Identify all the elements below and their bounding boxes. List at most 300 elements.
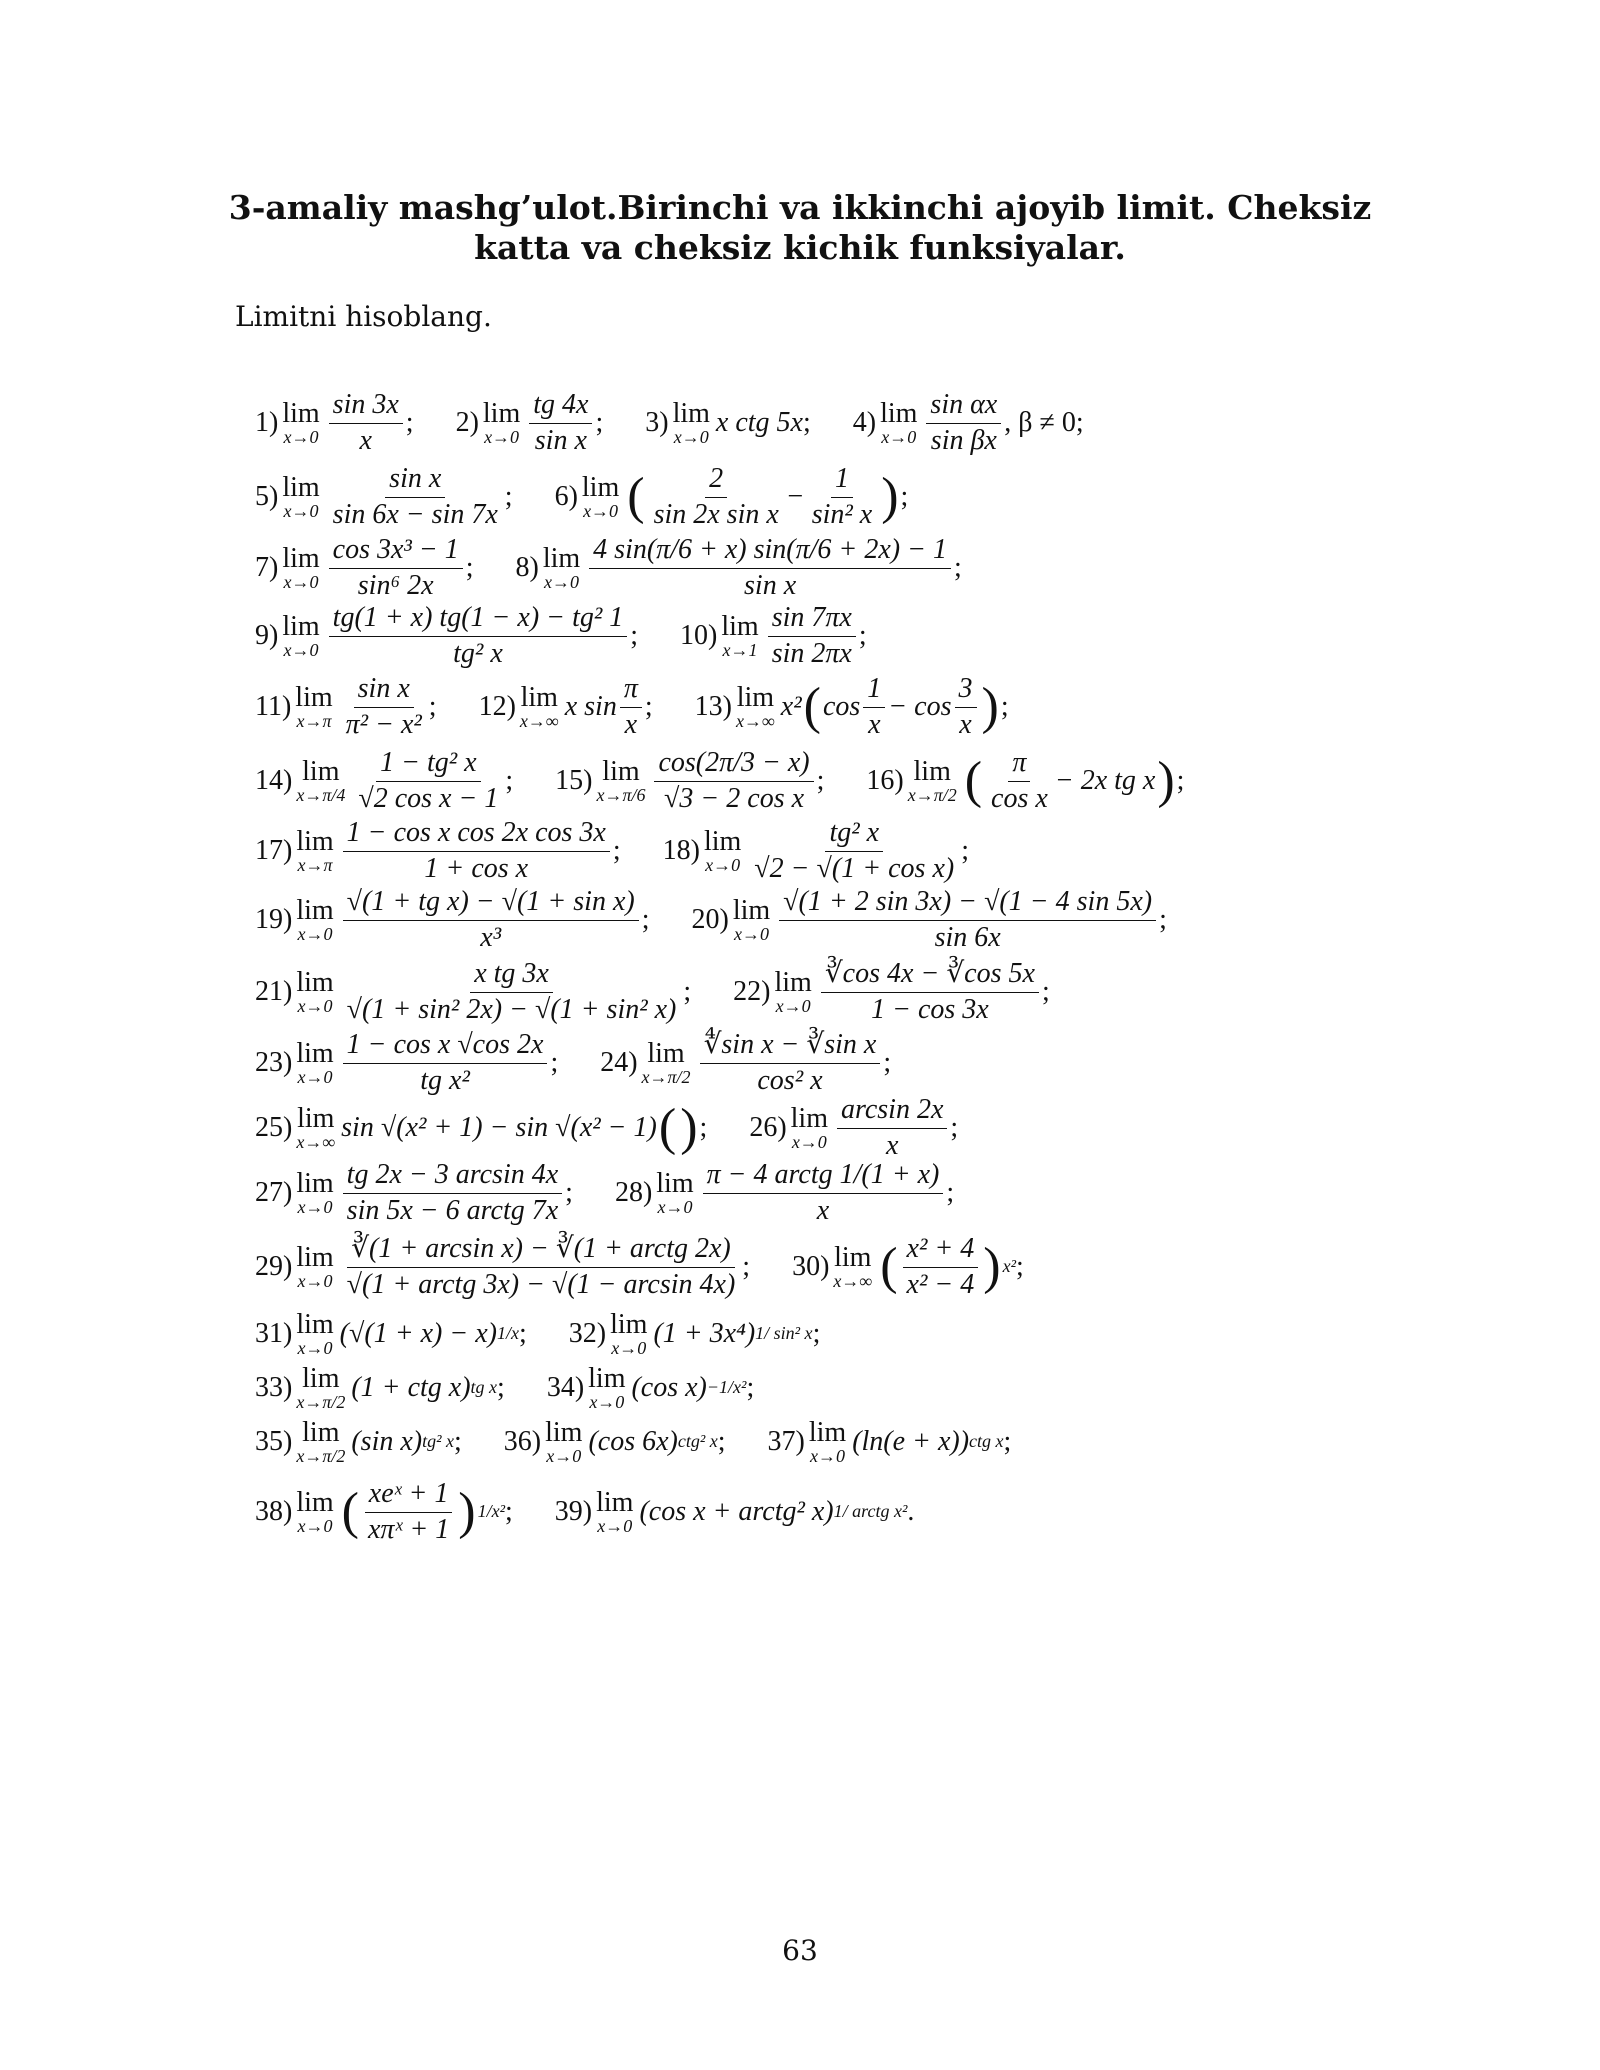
terminator: ; [953,551,962,583]
limit-subscript: x→π/2 [296,1391,346,1412]
problem-item [255,535,474,602]
problem-item [255,1099,708,1156]
numerator: π [1008,748,1030,782]
fraction [329,535,463,602]
problem-row [255,884,1405,956]
problem-item [866,748,1184,815]
limit-subscript: x→π [296,710,332,731]
fraction [589,535,951,602]
problem-item [255,1234,750,1301]
denominator: x [359,424,372,456]
fraction [342,674,426,741]
limit-subscript: x→1 [722,639,758,660]
exponent: 1/x² [477,1501,505,1522]
numerator: tg(1 + x) tg(1 − x) − tg² 1 [329,603,628,637]
numerator: ∛(1 + arcsin x) − ∛(1 + arctg 2x) [347,1234,735,1268]
terminator: ; [742,1250,751,1282]
right-paren: ) [1157,752,1175,809]
limit-subscript: x→0 [283,426,319,447]
problem-number: 3) [645,406,669,438]
problem-row [255,1362,1405,1414]
numerator: ∜sin x − ∛sin x [700,1030,881,1064]
fraction [863,674,885,741]
limit-operator [775,968,812,1017]
problem-item [853,390,1084,457]
limit-operator [282,399,319,448]
limit-subscript: x→0 [597,1515,633,1536]
exponent: tg² x [422,1431,454,1452]
problem-item [255,748,513,815]
limit-operator [791,1104,828,1153]
problem-number: 36) [503,1425,542,1457]
problem-item [691,887,1166,954]
limit-operator [880,399,917,448]
limit-subscript: x→0 [733,923,769,944]
right-paren: ) [680,1099,698,1156]
terminator: ; [595,406,604,438]
denominator: x³ [480,921,502,953]
problem-number: 10) [680,619,718,651]
numerator: xeˣ + 1 [365,1479,453,1513]
terminator: ; [1159,903,1167,935]
denominator: √(1 + arctg 3x) − √(1 − arcsin 4x) [346,1268,736,1300]
right-paren: ) [983,1238,1001,1295]
instruction: Limitni hisoblang. [235,300,492,333]
problem-item [255,1310,527,1359]
problem-row [255,1414,1405,1470]
terminator: ; [405,406,414,438]
problem-row [255,1306,1405,1362]
limit-operator [296,1169,333,1218]
limit-word: lim [297,1102,335,1134]
numerator: 2 [705,464,727,498]
problem-number: 12) [478,690,516,722]
problem-item [255,603,638,670]
terminator: ; [1041,975,1050,1007]
problem-number: 5) [255,480,279,512]
problem-item [255,1418,462,1467]
problem-number: 24) [600,1046,638,1078]
fraction [700,1030,881,1097]
limit-operator [545,1418,582,1467]
problem-row [255,534,1405,602]
fraction [329,464,502,531]
problem-item [733,959,1050,1026]
problem-row [255,1158,1405,1228]
limit-subscript: x→π/2 [641,1066,691,1087]
limit-word: lim [732,894,771,926]
problem-number: 2) [455,406,479,438]
fraction [837,1095,947,1162]
expression-prefix: cos [822,690,861,722]
limit-word: lim [880,397,918,429]
exponent: −1/x² [706,1377,747,1398]
right-paren: ) [981,678,999,735]
fraction [343,1030,548,1097]
terminator: ; [612,834,621,866]
limit-operator [295,683,332,732]
limit-operator [582,473,619,522]
limit-word: lim [302,1416,340,1448]
problem-row [255,602,1405,670]
fraction [329,603,628,670]
terminator: ; [1015,1250,1024,1282]
page-title: 3-amaliy mashg’ulot.Birinchi va ikkinchi ajoyib limit. Cheksiz katta va cheksiz kichik funksiyalar. [228,188,1372,267]
denominator: sin x [534,424,587,456]
limit-subscript: x→0 [705,854,741,875]
limit-word: lim [296,825,334,857]
terminator: ; [497,1371,505,1403]
problem-number: 29) [255,1250,293,1282]
fraction [768,603,856,670]
fraction [343,959,681,1026]
limit-subscript: x→0 [484,426,520,447]
expression: x ctg 5x [715,406,803,438]
problem-number: 31) [255,1317,293,1349]
expression-middle: − [785,480,805,512]
numerator: sin 7πx [768,603,856,637]
limit-subscript: x→0 [881,426,917,447]
problem-number: 9) [255,619,279,651]
problem-item [600,1030,891,1097]
fraction [779,887,1156,954]
left-paren: ( [880,1238,898,1295]
limit-word: lim [296,1308,334,1340]
limit-word: lim [588,1362,626,1394]
denominator: sin 6x [934,921,1001,953]
denominator: tg x² [420,1064,470,1096]
denominator: sin βx [930,424,997,456]
fraction [808,464,877,531]
problem-number: 13) [694,690,732,722]
fraction [364,1479,453,1546]
problem-number: 35) [255,1425,293,1457]
denominator: 1 + cos x [424,852,529,884]
limit-operator [543,544,580,593]
problem-row [255,670,1405,744]
numerator: 1 − cos x √cos 2x [343,1030,548,1064]
limit-word: lim [296,1241,334,1273]
terminator: ; [504,480,513,512]
denominator: xπˣ + 1 [368,1513,450,1545]
limit-word: lim [602,755,640,787]
denominator: sin² x [811,498,873,530]
terminator: ; [518,1317,527,1349]
left-paren: ( [627,468,645,525]
limit-operator [296,1243,333,1292]
terminator: ; [1000,690,1009,722]
denominator: √2 cos x − 1 [358,782,499,814]
problem-number: 19) [255,903,293,935]
limit-word: lim [656,1167,694,1199]
problem-item [255,390,414,457]
problem-number: 6) [554,480,578,512]
limit-operator [296,1364,345,1413]
problem-item [695,674,1009,741]
limit-subscript: x→0 [673,426,709,447]
expression: sin √(x² + 1) − sin √(x² − 1) [341,1111,657,1143]
problem-row [255,818,1405,884]
left-paren: ( [803,678,821,735]
limit-word: lim [520,681,558,713]
numerator: sin x [354,674,414,708]
problem-item [516,535,962,602]
expression: (cos x + arctg² x) [639,1495,834,1527]
limit-subscript: x→∞ [296,1131,336,1152]
problem-item [255,1030,558,1097]
expression: (cos 6x) [588,1425,678,1457]
expression-middle: − cos [888,690,952,722]
terminator: ; [565,1176,573,1208]
denominator: sin 5x − 6 arctg 7x [346,1194,559,1226]
problem-item [479,674,653,741]
fraction [620,674,642,741]
limit-operator [704,827,741,876]
numerator: cos 3x³ − 1 [329,535,463,569]
denominator: x² − 4 [906,1268,975,1300]
expression: (cos x) [631,1371,707,1403]
limit-word: lim [672,397,710,429]
limit-operator [833,1243,872,1292]
fraction [955,674,977,741]
limit-operator [520,683,559,732]
terminator: ; [630,619,639,651]
numerator: √(1 + 2 sin 3x) − √(1 − 4 sin 5x) [779,887,1156,921]
limit-operator [296,1310,333,1359]
limit-operator [596,757,645,806]
denominator: √(1 + sin² 2x) − √(1 + sin² x) [346,993,677,1025]
denominator: 1 − cos 3x [871,993,989,1025]
limit-subscript: x→0 [583,500,619,521]
numerator: π − 4 arctg 1/(1 + x) [703,1160,944,1194]
limit-word: lim [282,542,320,574]
terminator: ; [641,903,650,935]
limit-operator [296,1418,345,1467]
denominator: √2 − √(1 + cos x) [754,852,955,884]
problem-item [255,674,437,741]
terminator: ; [900,480,909,512]
terminator: ; [858,619,867,651]
left-paren: ( [658,1099,677,1156]
limit-operator [282,473,319,522]
numerator: 1 − cos x cos 2x cos 3x [343,818,610,852]
limit-word: lim [296,1486,334,1518]
limit-subscript: x→0 [297,1270,333,1291]
limit-operator [908,757,957,806]
limit-operator [733,896,770,945]
expression: (1 + ctg x) [351,1371,471,1403]
limit-operator [296,968,333,1017]
terminator: ; [946,1176,955,1208]
problem-number: 11) [255,690,292,722]
denominator: sin 2πx [771,637,852,669]
left-paren: ( [964,752,983,809]
limit-operator [296,1488,333,1537]
limit-word: lim [296,1167,334,1199]
fraction [354,748,502,815]
problem-item [255,464,513,531]
problem-item [555,1488,915,1537]
limit-word: lim [736,681,775,713]
terminator: ; [717,1425,726,1457]
exponent: ctg² x [677,1431,718,1452]
problem-number: 27) [255,1176,293,1208]
denominator: x [885,1129,899,1161]
fraction [343,818,610,885]
limit-subscript: x→0 [546,1445,582,1466]
limit-operator [673,399,710,448]
problem-number: 15) [555,764,593,796]
terminator: ; [1176,764,1185,796]
limit-operator [296,1104,335,1153]
limit-subscript: x→0 [283,571,319,592]
limit-word: lim [703,825,742,857]
limit-operator [296,757,345,806]
limit-word: lim [834,1241,872,1273]
fraction [821,959,1039,1026]
numerator: sin 3x [329,390,403,424]
limit-operator [282,544,319,593]
limit-word: lim [808,1416,847,1448]
expression: x² [780,690,802,722]
problem-number: 23) [255,1046,293,1078]
terminator: ; [883,1046,892,1078]
numerator: sin αx [926,390,1001,424]
limit-word: lim [296,1037,334,1069]
limit-subscript: x→0 [544,571,579,592]
limit-word: lim [542,542,581,574]
denominator: √3 − 2 cos x [664,782,805,814]
fraction [987,748,1052,815]
limit-subscript: x→∞ [519,710,559,731]
problem-item [456,390,604,457]
terminator: ; [699,1111,708,1143]
limit-operator [296,896,333,945]
terminator: ; [550,1046,559,1078]
numerator: 4 sin(π/6 + x) sin(π/6 + 2x) − 1 [589,535,951,569]
limit-subscript: x→0 [283,500,319,521]
problem-number: 28) [614,1176,653,1208]
problem-item [255,1364,505,1413]
problem-row [255,1093,1405,1161]
problem-row [255,1028,1405,1098]
fraction [903,1234,979,1301]
problem-item [504,1418,726,1467]
limit-subscript: x→0 [611,1337,647,1358]
limit-operator [282,612,319,661]
limit-operator [596,1488,633,1537]
numerator: √(1 + tg x) − √(1 + sin x) [343,887,639,921]
problem-number: 30) [792,1250,830,1282]
terminator: , β ≠ 0; [1004,406,1084,438]
problem-number: 7) [255,551,279,583]
limit-operator [642,1039,691,1088]
terminator: ; [746,1371,755,1403]
terminator: ; [683,975,692,1007]
problem-number: 25) [255,1111,293,1143]
fraction [750,818,958,885]
numerator: tg 2x − 3 arcsin 4x [343,1160,563,1194]
expression: x sin [564,690,617,722]
problem-item [749,1095,958,1162]
problem-list [255,386,1405,1554]
numerator: x tg 3x [470,959,553,993]
problem-item [663,818,969,885]
limit-operator [296,1039,333,1088]
numerator: ∛cos 4x − ∛cos 5x [821,959,1039,993]
problem-item [569,1310,821,1359]
problem-number: 39) [554,1495,593,1527]
denominator: π² − x² [345,708,422,740]
terminator: . [907,1495,915,1527]
problem-row [255,1470,1405,1554]
limit-word: lim [913,755,951,787]
limit-word: lim [282,397,320,429]
limit-operator [610,1310,647,1359]
problem-item [555,464,909,531]
problem-item [792,1234,1024,1301]
problem-number: 18) [662,834,700,866]
limit-operator [809,1418,846,1467]
limit-word: lim [296,966,334,998]
problem-number: 38) [255,1495,293,1527]
problem-row [255,956,1405,1028]
expression: (sin x) [351,1425,423,1457]
terminator: ; [802,406,811,438]
limit-subscript: x→π/2 [907,784,957,805]
numerator: x² + 4 [903,1234,979,1268]
problem-number: 17) [255,834,293,866]
limit-subscript: x→0 [297,1337,333,1358]
problem-item [547,1364,754,1413]
terminator: ; [505,764,514,796]
denominator: x [624,708,638,740]
numerator: sin x [385,464,445,498]
limit-operator [296,827,333,876]
problem-item [255,818,621,885]
problem-item [255,1479,513,1546]
problem-number: 21) [255,975,293,1007]
denominator: x [868,708,881,740]
problem-number: 4) [852,406,877,438]
exponent: x² [1002,1256,1016,1277]
limit-word: lim [296,894,334,926]
problem-item [768,1418,1012,1467]
problem-row [255,1228,1405,1306]
problem-number: 16) [866,764,904,796]
problem-number: 22) [733,975,771,1007]
limit-subscript: x→0 [810,1445,846,1466]
exponent: ctg x [969,1431,1004,1452]
limit-word: lim [295,681,333,713]
right-paren: ) [881,468,899,525]
limit-operator [588,1364,625,1413]
problem-number: 1) [255,406,279,438]
fraction [343,1234,740,1301]
numerator: cos(2π/3 − x) [654,748,813,782]
problem-item [555,748,824,815]
left-paren: ( [341,1483,359,1540]
limit-word: lim [774,966,812,998]
problem-number: 34) [546,1371,585,1403]
denominator: tg² x [453,637,503,669]
exponent: 1/x [496,1323,519,1344]
terminator: ; [961,834,969,866]
terminator: ; [1003,1425,1012,1457]
exponent: 1/ sin² x [755,1323,813,1344]
denominator: sin x [744,569,797,601]
problem-number: 8) [515,551,539,583]
